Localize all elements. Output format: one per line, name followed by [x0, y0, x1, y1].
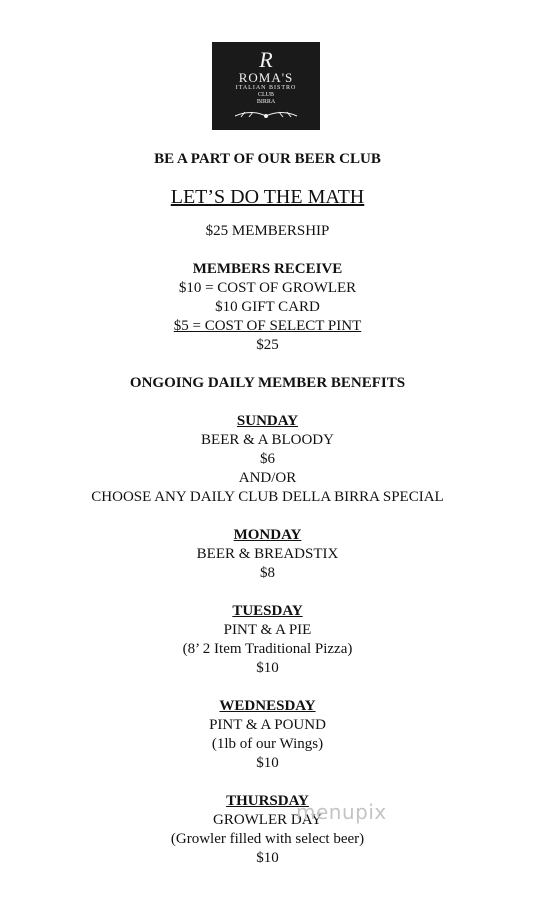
thursday-offer: GROWLER DAY: [212, 812, 323, 828]
receive-total: $25: [256, 337, 279, 353]
receive-item-growler: $10 = COST OF GROWLER: [178, 280, 357, 296]
receive-item-gift-card: $10 GIFT CARD: [215, 299, 320, 315]
day-tuesday: TUESDAY: [232, 603, 303, 619]
roma-logo: [212, 42, 320, 130]
members-receive-heading: MEMBERS RECEIVE: [192, 261, 343, 277]
thursday-detail: (Growler filled with select beer): [170, 831, 365, 847]
watermark: menupix: [296, 800, 387, 824]
day-thursday: THURSDAY: [226, 793, 309, 809]
day-wednesday: WEDNESDAY: [219, 698, 316, 714]
logo-monogram: R: [259, 47, 273, 72]
tuesday-price: $10: [256, 660, 279, 676]
sunday-extra: CHOOSE ANY DAILY CLUB DELLA BIRRA SPECIAL: [91, 489, 444, 505]
wednesday-detail: (1lb of our Wings): [211, 736, 324, 752]
sunday-offer: BEER & A BLOODY: [201, 432, 334, 448]
sunday-price: $6: [260, 451, 275, 467]
page-title: LET’S DO THE MATH: [170, 186, 365, 208]
logo-name: ROMA'S: [238, 70, 294, 85]
beer-club-flyer: [0, 150, 535, 868]
receive-item-pint: $5 = COST OF SELECT PINT: [173, 318, 362, 334]
logo-club-line1: CLUB: [257, 92, 274, 98]
benefits-heading: ONGOING DAILY MEMBER BENEFITS: [129, 375, 406, 391]
tuesday-detail: (8’ 2 Item Traditional Pizza): [182, 641, 353, 657]
sunday-connector: AND/OR: [238, 470, 297, 486]
monday-offer: BEER & BREADSTIX: [196, 546, 339, 562]
wheat-emblem-icon: [231, 108, 301, 120]
tagline: BE A PART OF OUR BEER CLUB: [154, 151, 381, 167]
logo-club-line2: BIRRA: [256, 99, 276, 105]
tuesday-offer: PINT & A PIE: [223, 622, 312, 638]
membership-price: $25 MEMBERSHIP: [205, 223, 330, 239]
wednesday-offer: PINT & A POUND: [209, 717, 326, 733]
wednesday-price: $10: [256, 755, 279, 771]
day-monday: MONDAY: [233, 527, 302, 543]
day-sunday: SUNDAY: [236, 413, 299, 429]
logo-subtitle: ITALIAN BISTRO: [235, 85, 297, 91]
monday-price: $8: [260, 565, 275, 581]
thursday-price: $10: [256, 850, 279, 866]
